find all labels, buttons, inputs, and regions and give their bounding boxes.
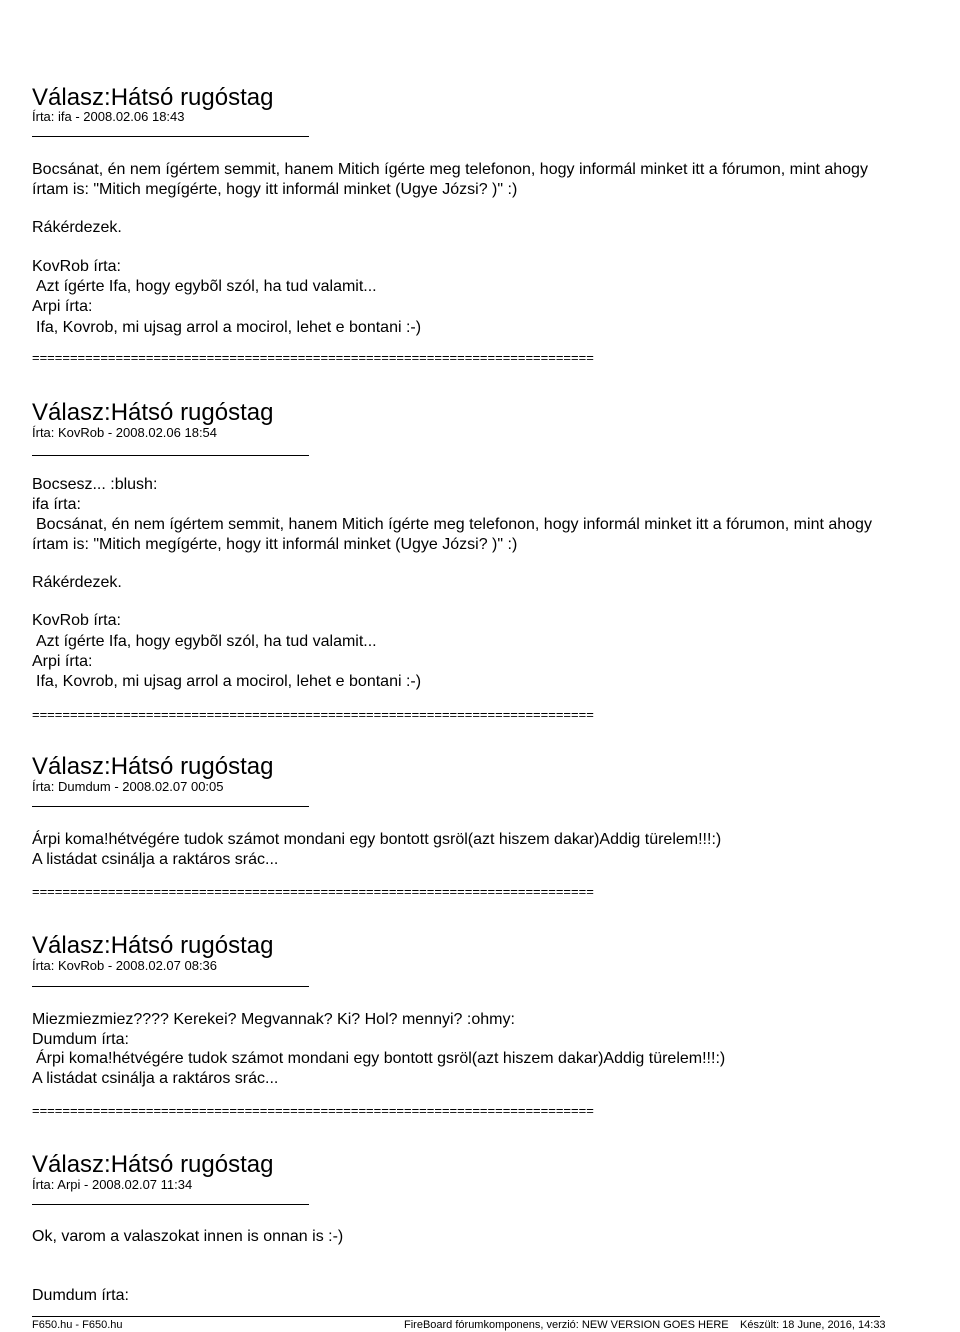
quote-author: ifa írta:	[32, 496, 81, 513]
quote-author: Dumdum írta:	[32, 1287, 129, 1304]
post-meta: Írta: Arpi - 2008.02.07 11:34	[32, 1177, 193, 1192]
post-meta: Írta: ifa - 2008.02.06 18:43	[32, 109, 185, 124]
quote-text: Azt ígérte Ifa, hogy egybõl szól, ha tud valamit...	[36, 633, 377, 650]
divider	[32, 455, 309, 456]
post-text: Rákérdezek.	[32, 219, 122, 236]
post-title: Válasz:Hátsó rugóstag	[32, 753, 274, 780]
quote-author: Arpi írta:	[32, 653, 93, 670]
quote-text: Árpi koma!hétvégére tudok számot mondani egy bontott gsröl(azt hiszem dakar)Addig türelem!!!:)	[36, 1050, 726, 1067]
quote-text: Azt ígérte Ifa, hogy egybõl szól, ha tud valamit...	[36, 278, 377, 295]
separator: ==========================================================================	[32, 1103, 594, 1118]
divider	[32, 136, 309, 137]
quote-text: írtam is: "Mitich megígérte, hogy itt informál minket (Ugye Józsi? )" :)	[32, 536, 518, 553]
post-title: Válasz:Hátsó rugóstag	[32, 932, 274, 959]
divider	[32, 1204, 309, 1205]
post-title: Válasz:Hátsó rugóstag	[32, 1151, 274, 1178]
quote-text: Rákérdezek.	[32, 574, 122, 591]
footer-component: FireBoard fórumkomponens, verzió: NEW VERSION GOES HERE	[404, 1319, 729, 1331]
separator: ==========================================================================	[32, 350, 594, 365]
divider	[32, 986, 309, 987]
quote-author: Arpi írta:	[32, 298, 93, 315]
post-text: Árpi koma!hétvégére tudok számot mondani egy bontott gsröl(azt hiszem dakar)Addig türelem!!!:)	[32, 831, 722, 848]
footer-divider	[32, 1316, 880, 1317]
quote-text: A listádat csinálja a raktáros srác...	[32, 1070, 279, 1087]
post-meta: Írta: Dumdum - 2008.02.07 00:05	[32, 779, 224, 794]
quote-text: Ifa, Kovrob, mi ujsag arrol a mocirol, lehet e bontani :-)	[36, 673, 422, 690]
quote-author: KovRob írta:	[32, 258, 121, 275]
post-meta: Írta: KovRob - 2008.02.07 08:36	[32, 958, 218, 973]
footer-site: F650.hu - F650.hu	[32, 1319, 123, 1331]
post-text: Bocsesz... :blush:	[32, 476, 158, 493]
post-text: Ok, varom a valaszokat innen is onnan is :-)	[32, 1228, 344, 1245]
quote-author: KovRob írta:	[32, 612, 121, 629]
divider	[32, 806, 309, 807]
post-text: írtam is: "Mitich megígérte, hogy itt informál minket (Ugye Józsi? )" :)	[32, 181, 518, 198]
post-title: Válasz:Hátsó rugóstag	[32, 84, 274, 111]
post-text: Miezmiezmiez???? Kerekei? Megvannak? Ki? Hol? mennyi? :ohmy:	[32, 1011, 515, 1028]
post-meta: Írta: KovRob - 2008.02.06 18:54	[32, 425, 218, 440]
post-title: Válasz:Hátsó rugóstag	[32, 399, 274, 426]
post-text: Bocsánat, én nem ígértem semmit, hanem Mitich ígérte meg telefonon, hogy informál minket itt a fórumon, mint ahogy	[32, 161, 868, 178]
footer-timestamp: Készült: 18 June, 2016, 14:33	[740, 1319, 886, 1331]
quote-text: Bocsánat, én nem ígértem semmit, hanem Mitich ígérte meg telefonon, hogy informál minket itt a fórumon, mint ahogy	[36, 516, 872, 533]
quote-text: Ifa, Kovrob, mi ujsag arrol a mocirol, lehet e bontani :-)	[36, 319, 422, 336]
separator: ==========================================================================	[32, 707, 594, 722]
post-text: A listádat csinálja a raktáros srác...	[32, 851, 279, 868]
separator: ==========================================================================	[32, 884, 594, 899]
quote-author: Dumdum írta:	[32, 1031, 129, 1048]
